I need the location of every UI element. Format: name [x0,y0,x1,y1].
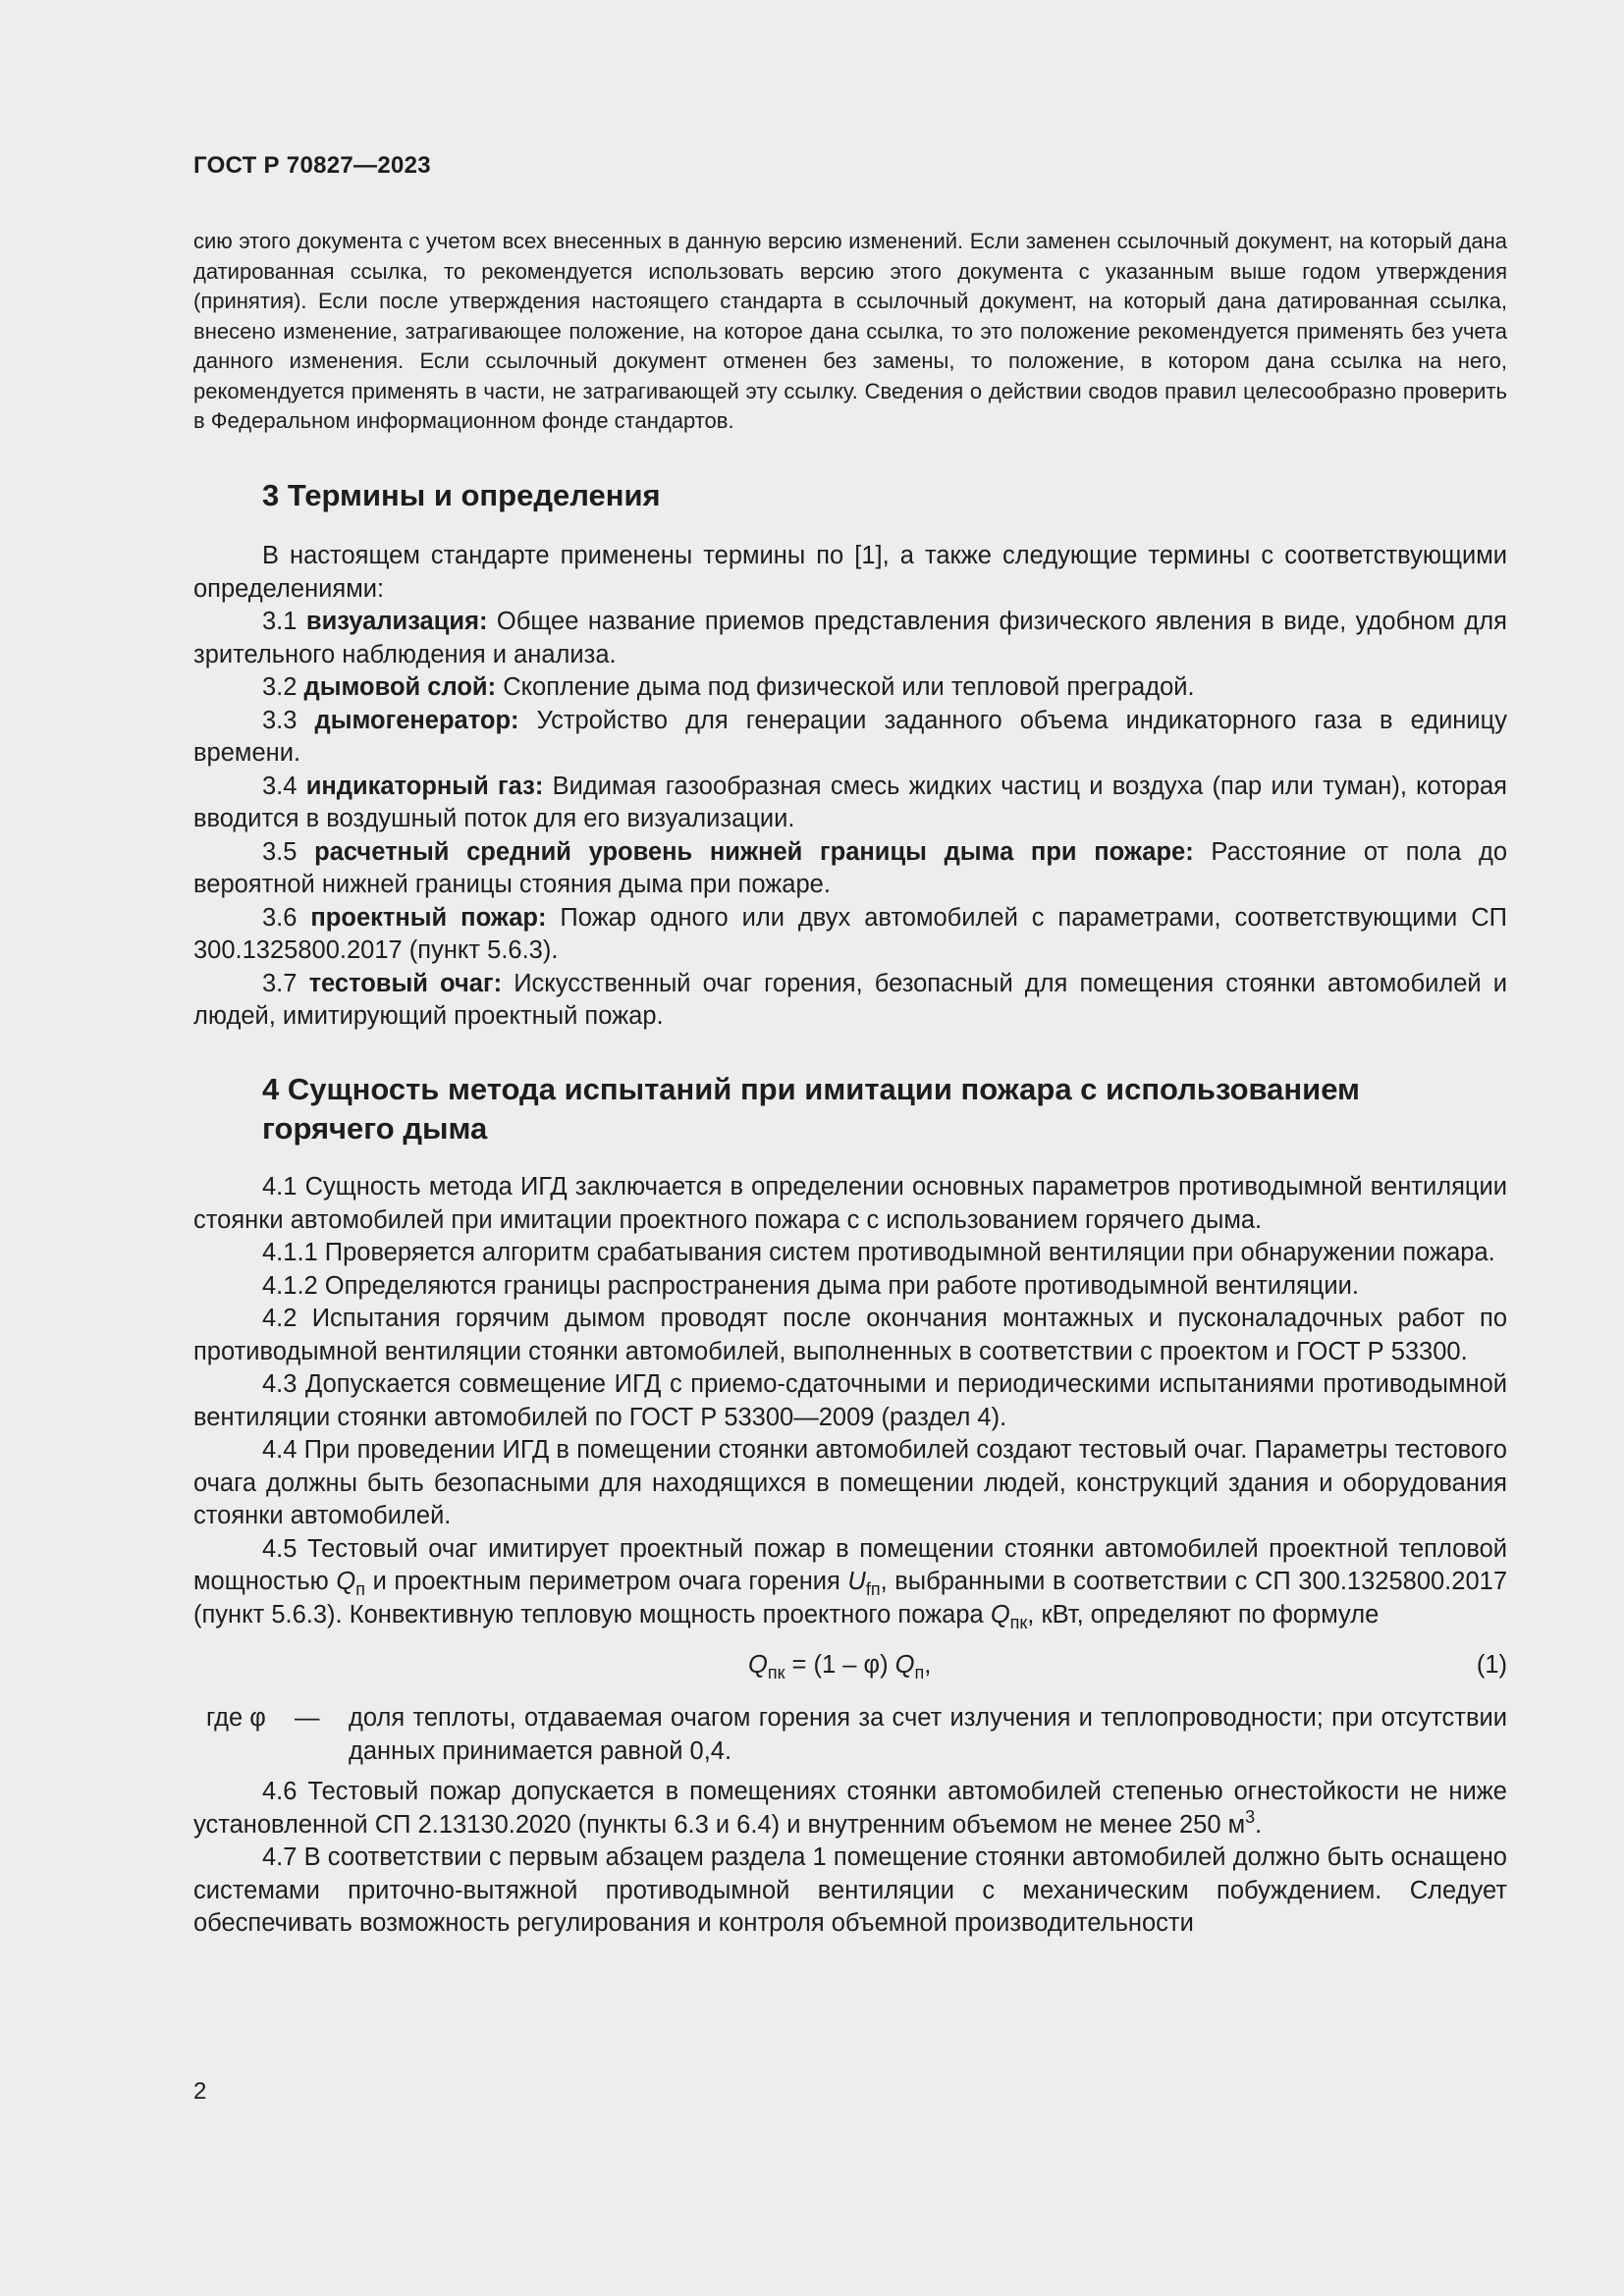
term-name: визуализация: [305,608,488,635]
section-3 [193,476,1507,1034]
paragraph-4-7: 4.7 В соответствии с первым абзацем раздела 1 помещение стоянки автомобилей должно быть оснащено системами приточно-вытяжной противодымной вентиляции с механическим побуждением. Следует обеспечивать возможность регулирования и контроля объемной производительности [193,1843,1507,1937]
paragraph-4-3: 4.3 Допускается совмещение ИГД с приемо-сдаточными и периодическими испытаниями противодымной вентиляции стоянки автомобилей по ГОСТ Р 53300—2009 (раздел 4). [193,1370,1507,1431]
term-item: 3.7 тестовый очаг: Искусственный очаг горения, безопасный для помещения стоянки автомобилей и людей, имитирующий проектный пожар. [193,969,1507,1030]
term-name: расчетный средний уровень нижней границы дыма при пожаре: [314,837,1194,866]
term-name: дымогенератор: [314,706,519,734]
term-name: проектный пожар: [310,903,547,932]
term-item: 3.1 визуализация: Общее название приемов представления физического явления в виде, удобном для зрительного наблюдения и анализа. [193,608,1507,668]
formula-number: (1) [1476,1651,1507,1679]
page-number: 2 [193,2078,207,2105]
section-3-body [193,540,1507,1034]
term-name: индикаторный газ: [305,772,544,800]
legend-symbol: где φ [206,1704,266,1732]
term-item: 3.6 проектный пожар: Пожар одного или двух автомобилей с параметрами, соответствующими СП 300.1325800.2017 (пункт 5.6.3). [193,903,1507,964]
formula-expression: $Q_{пк} = (1 - \varphi)$ $Q_п$, [748,1651,932,1682]
term-item: 3.3 дымогенератор: Устройство для генерации заданного объема индикаторного газа в единицу времени. [193,706,1507,767]
section-3-intro: В настоящем стандарте применены термины по [1], а также следующие термины с соответствующими определениями: [193,542,1507,603]
paragraph-4-5: 4.5 Тестовый очаг имитирует проектный пожар в помещении стоянки автомобилей проектной тепловой мощностью $Q_п$ и проектным периметром очага горения $U_{fп}$, выбранными в соответствии с СП 300.1325800.2017 (пункт 5.6.3). Конвективную тепловую мощность проектного пожара $Q_{пк}$, кВт, определяют по формуле [193,1534,1507,1632]
paragraph-4-2: 4.2 Испытания горячим дымом проводят после окончания монтажных и пусконаладочных работ по противодымной вентиляции стоянки автомобилей, выполненных в соответствии с проектом и ГОСТ Р 53300. [193,1305,1507,1365]
formula-legend [193,1702,1507,1768]
term-item: 3.4 индикаторный газ: Видимая газообразная смесь жидких частиц и воздуха (пар или туман), которая вводится в воздушный поток для его визуализации. [193,772,1507,832]
section-3-title: 3 Термины и определения [262,478,661,512]
term-item: 3.5 расчетный средний уровень нижней границы дыма при пожаре: Расстояние от пола до вероятной нижней границы стояния дыма при пожаре. [193,837,1508,898]
intro-paragraph: сию этого документа с учетом всех внесенных в данную версию изменений. Если заменен ссылочный документ, на который дана датированная ссылка, то рекомендуется использовать версию этого документа с указанным выше годом утверждения (принятия). Если после утверждения настоящего стандарта в ссылочный документ, на который дана датированная ссылка, внесено изменение, затрагивающее положение, на которое дана ссылка, то это положение рекомендуется применять без учета данного изменения. Если ссылочный документ отменен без замены, то положение, в котором дана ссылка на него, рекомендуется применять в части, не затрагивающей эту ссылку. Сведения о действии сводов правил целесообразно проверить в Федеральном информационном фонде стандартов. [193,229,1507,433]
term-name: тестовый очаг: [308,969,503,997]
term-item: 3.2 дымовой слой: Скопление дыма под физической или тепловой преградой. [262,673,1195,701]
section-4-title: 4 Сущность метода испытаний при имитации пожара с использованием горячего дыма [262,1072,1360,1146]
paragraph-4-1-1: 4.1.1 Проверяется алгоритм срабатывания систем противодымной вентиляции при обнаружении пожара. [262,1239,1495,1266]
paragraph-4-4: 4.4 При проведении ИГД в помещении стоянки автомобилей создают тестовый очаг. Параметры тестового очага должны быть безопасными для находящихся в помещении людей, конструкций здания и оборудования стоянки автомобилей. [193,1436,1507,1529]
legend-text: доля теплоты, отдаваемая очагом горения за счет излучения и теплопроводности; при отсутствии данных принимается равной 0,4. [349,1704,1507,1765]
section-4-body [193,1171,1507,1941]
document-header: ГОСТ Р 70827—2023 [193,152,431,179]
formula-1 [193,1639,1507,1690]
paragraph-4-1-2: 4.1.2 Определяются границы распространения дыма при работе противодымной вентиляции. [262,1271,1359,1300]
paragraph-4-6: 4.6 Тестовый пожар допускается в помещениях стоянки автомобилей степенью огнестойкости не ниже установленной СП 2.13130.2020 (пункты 6.3 и 6.4) и внутренним объемом не менее 250 $м^3$. [193,1778,1507,1839]
legend-dash: — [295,1704,320,1732]
section-4 [193,1070,1507,1941]
term-name: дымовой слой: [303,673,497,701]
paragraph-4-1: 4.1 Сущность метода ИГД заключается в определении основных параметров противодымной вентиляции стоянки автомобилей при имитации проектного пожара с с использованием горячего дыма. [193,1173,1507,1234]
